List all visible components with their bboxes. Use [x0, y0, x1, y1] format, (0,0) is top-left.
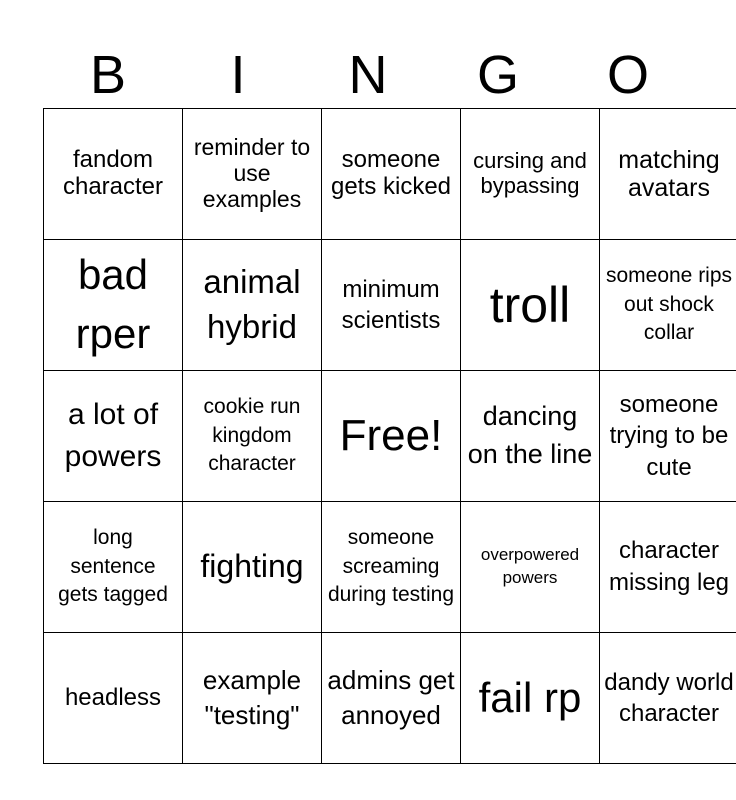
board-row: [44, 371, 736, 502]
bingo-cell[interactable]: [322, 240, 461, 371]
bingo-cell[interactable]: [600, 633, 736, 764]
bingo-cell[interactable]: [183, 633, 322, 764]
board-row: [44, 240, 736, 371]
header-letter-n: N: [348, 45, 388, 105]
bingo-cell[interactable]: [600, 371, 736, 502]
cell-text: fail rp: [478, 673, 582, 721]
bingo-cell[interactable]: [322, 633, 461, 764]
cell-text: overpowered powers: [480, 545, 580, 587]
cell-text: Free!: [339, 411, 443, 461]
cell-text: someone screaming during testing: [327, 526, 455, 607]
cell-text: reminder to use examples: [193, 134, 311, 212]
cell-text: fandom character: [62, 146, 164, 200]
header-letter-o: O: [606, 45, 649, 105]
header-letter-b: B: [89, 45, 127, 105]
cell-text: troll: [489, 277, 571, 333]
bingo-header: [43, 42, 693, 108]
bingo-cell[interactable]: [44, 240, 183, 371]
cell-text: bad rper: [75, 251, 151, 357]
header-letter-i: I: [230, 45, 246, 105]
board-row: [44, 502, 736, 633]
cell-text: minimum scientists: [341, 275, 441, 334]
header-letter-g: G: [476, 45, 519, 105]
cell-text: fighting: [200, 548, 304, 585]
cell-text: someone gets kicked: [330, 146, 452, 200]
bingo-cell[interactable]: [183, 371, 322, 502]
cell-text: admins get annoyed: [327, 664, 455, 730]
cell-text: cursing and bypassing: [473, 148, 587, 198]
cell-text: someone rips out shock collar: [605, 264, 733, 345]
bingo-cell[interactable]: [322, 502, 461, 633]
bingo-cell[interactable]: [183, 109, 322, 240]
bingo-cell[interactable]: [461, 240, 600, 371]
bingo-cell[interactable]: [44, 371, 183, 502]
bingo-cell[interactable]: [322, 109, 461, 240]
bingo-cell[interactable]: [461, 633, 600, 764]
bingo-cell[interactable]: [322, 371, 461, 502]
cell-text: dancing on the line: [467, 401, 593, 469]
bingo-cell[interactable]: [44, 109, 183, 240]
board-row: [44, 633, 736, 764]
bingo-cell[interactable]: [183, 502, 322, 633]
cell-text: a lot of powers: [64, 398, 162, 473]
cell-text: animal hybrid: [203, 263, 301, 345]
cell-text: long sentence gets tagged: [58, 526, 168, 607]
cell-text: example "testing": [202, 664, 302, 730]
cell-text: headless: [64, 683, 162, 711]
cell-text: someone trying to be cute: [609, 391, 729, 481]
bingo-board: [43, 108, 736, 764]
cell-text: character missing leg: [608, 536, 730, 596]
cell-text: dandy world character: [604, 668, 734, 727]
bingo-cell[interactable]: [461, 371, 600, 502]
bingo-cell[interactable]: [600, 240, 736, 371]
cell-text: matching avatars: [618, 146, 720, 202]
bingo-cell[interactable]: [44, 633, 183, 764]
bingo-cell[interactable]: [600, 502, 736, 633]
bingo-cell[interactable]: [461, 502, 600, 633]
board-row: [44, 109, 736, 240]
cell-text: cookie run kingdom character: [203, 395, 301, 476]
bingo-cell[interactable]: [461, 109, 600, 240]
bingo-cell[interactable]: [183, 240, 322, 371]
bingo-cell[interactable]: [600, 109, 736, 240]
bingo-cell[interactable]: [44, 502, 183, 633]
